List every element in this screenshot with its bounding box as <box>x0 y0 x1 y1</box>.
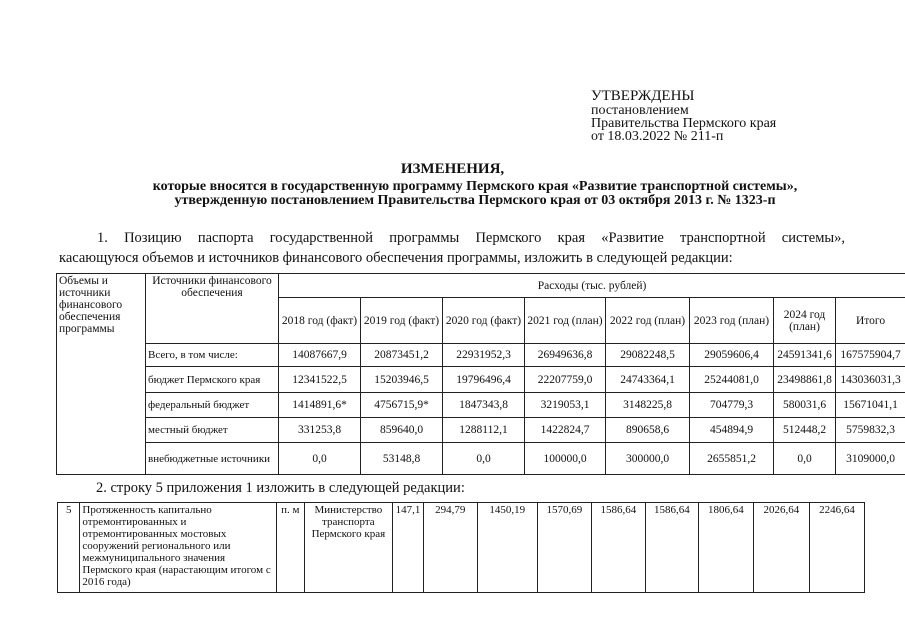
value-cell: 704779,3 <box>690 393 774 418</box>
value-cell: 29082248,5 <box>606 344 690 367</box>
value-cell: 300000,0 <box>606 443 690 475</box>
value-cell: 15203946,5 <box>361 367 443 393</box>
source-label: бюджет Пермского края <box>146 367 279 393</box>
approval-line-2: Правительства Пермского края <box>591 116 777 131</box>
table-row <box>57 443 905 475</box>
row-number: 5 <box>58 503 80 593</box>
value-cell: 167575904,7 <box>836 344 905 367</box>
source-label: Всего, в том числе: <box>146 344 279 367</box>
value-cell: 1450,19 <box>477 503 537 593</box>
value-cell: 1847343,8 <box>443 393 525 418</box>
sources-column-header: Источники финансового обеспечения <box>146 274 279 344</box>
table-row <box>57 367 905 393</box>
year-header: 2021 год (план) <box>525 298 606 344</box>
value-cell: 1570,69 <box>537 503 591 593</box>
value-cell: 1586,64 <box>591 503 645 593</box>
approval-title: УТВЕРЖДЕНЫ <box>591 88 695 104</box>
value-cell: 580031,6 <box>774 393 836 418</box>
indicator-name: Протяженность капитально отремонтированных и отремонтированных мостовых сооружений регионального или межмуниципального значения Пермского края (нарастающим итогом с 2016 года) <box>80 503 277 593</box>
table-row <box>57 344 905 367</box>
value-cell: 24591341,6 <box>774 344 836 367</box>
value-cell: 3219053,1 <box>525 393 606 418</box>
value-cell: 20873451,2 <box>361 344 443 367</box>
value-cell: 1288112,1 <box>443 418 525 443</box>
value-cell: 2026,64 <box>753 503 809 593</box>
value-cell: 1586,64 <box>645 503 698 593</box>
value-cell: 1806,64 <box>698 503 753 593</box>
expenses-column-header: Расходы (тыс. рублей) <box>279 274 905 298</box>
value-cell: 0,0 <box>774 443 836 475</box>
financing-table <box>56 273 905 475</box>
value-cell: 859640,0 <box>361 418 443 443</box>
value-cell: 331253,8 <box>279 418 361 443</box>
value-cell: 1414891,6* <box>279 393 361 418</box>
approval-line-3: от 18.03.2022 № 211-п <box>591 129 724 144</box>
unit-cell: п. м <box>277 503 305 593</box>
value-cell: 2246,64 <box>809 503 864 593</box>
value-cell: 29059606,4 <box>690 344 774 367</box>
total-header: Итого <box>836 298 905 344</box>
value-cell: 53148,8 <box>361 443 443 475</box>
paragraph-1-line-1: 1. Позицию паспорта государственной программы Пермского края «Развитие транспортной системы», <box>97 230 845 246</box>
financing-row-header: Объемы и источники финансового обеспечения программы <box>57 274 146 475</box>
value-cell: 12341522,5 <box>279 367 361 393</box>
value-cell: 22207759,0 <box>525 367 606 393</box>
paragraph-1-line-2: касающуюся объемов и источников финансового обеспечения программы, изложить в следующей редакции: <box>59 250 733 266</box>
value-cell: 14087667,9 <box>279 344 361 367</box>
value-cell: 294,79 <box>423 503 477 593</box>
value-cell: 3109000,0 <box>836 443 905 475</box>
subtitle-line-1: которые вносятся в государственную программу Пермского края «Развитие транспортной системы», <box>152 179 798 194</box>
value-cell: 147,1 <box>393 503 424 593</box>
year-header: 2024 год (план) <box>774 298 836 344</box>
value-cell: 0,0 <box>443 443 525 475</box>
year-header: 2020 год (факт) <box>443 298 525 344</box>
value-cell: 24743364,1 <box>606 367 690 393</box>
value-cell: 890658,6 <box>606 418 690 443</box>
year-header: 2022 год (план) <box>606 298 690 344</box>
table-row <box>57 393 905 418</box>
year-header: 2023 год (план) <box>690 298 774 344</box>
source-label: внебюджетные источники <box>146 443 279 475</box>
value-cell: 2655851,2 <box>690 443 774 475</box>
value-cell: 454894,9 <box>690 418 774 443</box>
value-cell: 19796496,4 <box>443 367 525 393</box>
paragraph-1 <box>59 228 845 268</box>
value-cell: 23498861,8 <box>774 367 836 393</box>
value-cell: 5759832,3 <box>836 418 905 443</box>
year-header: 2019 год (факт) <box>361 298 443 344</box>
indicator-table <box>57 502 865 593</box>
value-cell: 0,0 <box>279 443 361 475</box>
source-label: федеральный бюджет <box>146 393 279 418</box>
value-cell: 25244081,0 <box>690 367 774 393</box>
responsible-cell: Министерство транспорта Пермского края <box>304 503 393 593</box>
approval-stamp <box>591 88 776 143</box>
value-cell: 143036031,3 <box>836 367 905 393</box>
value-cell: 1422824,7 <box>525 418 606 443</box>
value-cell: 100000,0 <box>525 443 606 475</box>
table-row <box>58 503 865 593</box>
paragraph-2: 2. строку 5 приложения 1 изложить в следующей редакции: <box>96 480 465 496</box>
document-subtitle <box>60 180 890 208</box>
document-title: ИЗМЕНЕНИЯ, <box>400 161 505 177</box>
source-label: местный бюджет <box>146 418 279 443</box>
value-cell: 26949636,8 <box>525 344 606 367</box>
value-cell: 15671041,1 <box>836 393 905 418</box>
value-cell: 4756715,9* <box>361 393 443 418</box>
year-header: 2018 год (факт) <box>279 298 361 344</box>
table-row <box>57 418 905 443</box>
value-cell: 512448,2 <box>774 418 836 443</box>
subtitle-line-2: утвержденную постановлением Правительства Пермского края от 03 октября 2013 г. № 1323-п <box>174 193 776 208</box>
value-cell: 3148225,8 <box>606 393 690 418</box>
approval-line-1: постановлением <box>591 103 689 118</box>
value-cell: 22931952,3 <box>443 344 525 367</box>
